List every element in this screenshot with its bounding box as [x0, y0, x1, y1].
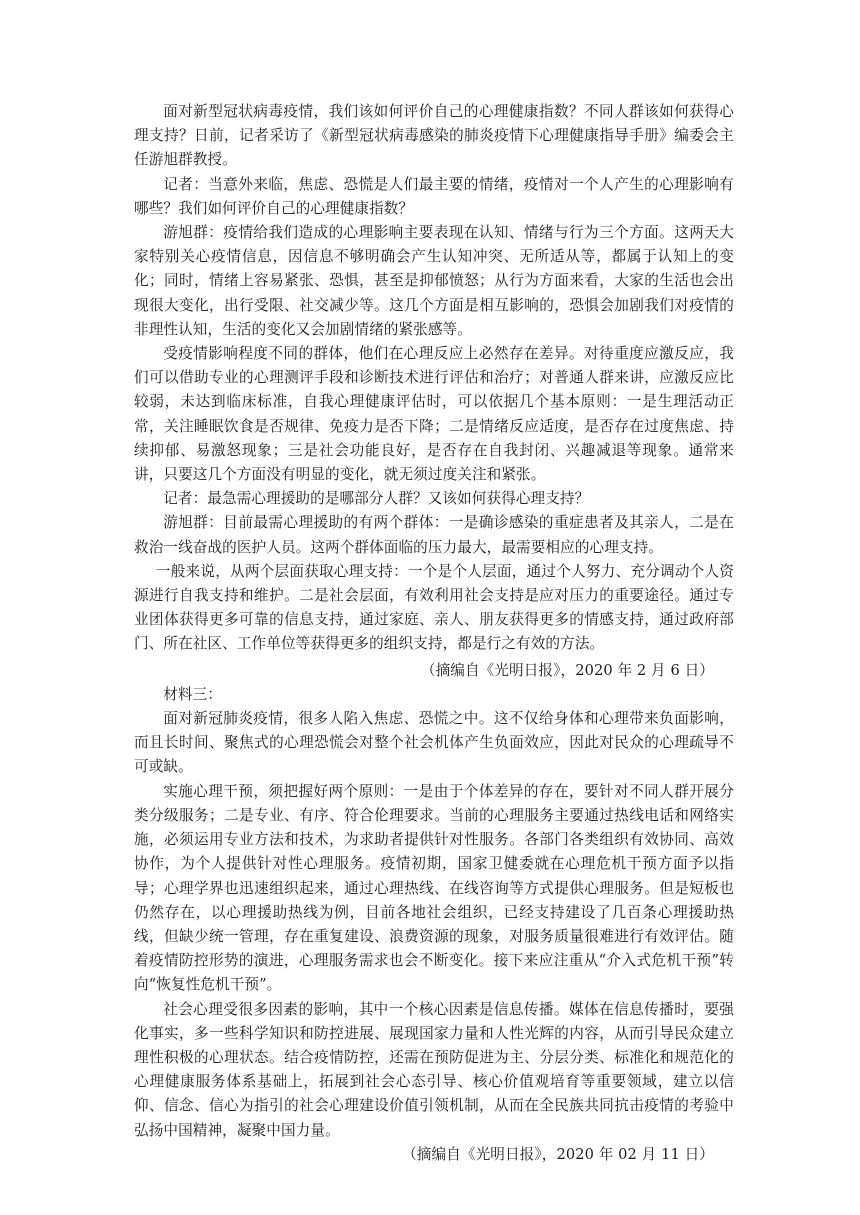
material-three-paragraph-1: 面对新冠肺炎疫情，很多人陷入焦虑、恐慌之中。这不仅给身体和心理带来负面影响，而且长时间、聚焦式的心理恐慌会对整个社会机体产生负面效应，因此对民众的心理疏导不可或缺。: [134, 710, 734, 776]
intro-paragraph: 面对新型冠状病毒疫情，我们该如何评价自己的心理健康指数？不同人群该如何获得心理支持？日前，记者采访了《新型冠状病毒感染的肺炎疫情下心理健康指导手册》编委会主任游旭群教授。: [134, 103, 734, 169]
material-three-paragraph-2: 实施心理干预，须把握好两个原则：一是由于个体差异的存在，要针对不同人群开展分类分级服务；二是专业、有序、符合伦理要求。当前的心理服务主要通过热线电话和网络实施，必须运用专业方法和技术，为求助者提供针对性服务。各部门各类组织有效协同、高效协作，为个人提供针对性心理服务。疫情初期，国家卫健委就在心理危机干预方面予以指导；心理学界也迅速组织起来，通过心理热线、在线咨询等方式提供心理服务。但是短板也仍然存在，以心理援助热线为例，目前各地社会组织，已经支持建设了几百条心理援助热线，但缺少统一管理，存在重复建设、浪费资源的现象，对服务质量很难进行有效评估。随着疫情防控形势的演进，心理服务需求也会不断变化。接下来应注重从“介入式危机干预”转向“恢复性危机干预”。: [134, 782, 734, 994]
expert-answer-1: 游旭群：疫情给我们造成的心理影响主要表现在认知、情绪与行为三个方面。这两天大家特别关心疫情信息，因信息不够明确会产生认知冲突、无所适从等，都属于认知上的变化；同时，情绪上容易紧张、恐惧，甚至是抑郁愤怒；从行为方面来看，大家的生活也会出现很大变化，出行受限、社交减少等。这几个方面是相互影响的，恐惧会加剧我们对疫情的非理性认知，生活的变化又会加剧情绪的紧张感等。: [134, 224, 734, 338]
material-three-paragraph-3: 社会心理受很多因素的影响，其中一个核心因素是信息传播。媒体在信息传播时，要强化事实，多一些科学知识和防控进展、展现国家力量和人性光辉的内容，从而引导民众建立理性积极的心理状态。结合疫情防控，还需在预防促进为主、分层分类、标准化和规范化的心理健康服务体系基础上，拓展到社会心态引导、核心价值观培育等重要领域，建立以信仰、信念、信心为指引的社会心理建设价值引领机制，从而在全民族共同抗击疫情的考验中弘扬中国精神，凝聚中国力量。: [134, 1000, 734, 1139]
article-body: [134, 100, 734, 1167]
reporter-question-2: 记者：最急需心理援助的是哪部分人群？又该如何获得心理支持？: [163, 490, 590, 508]
source-citation-1: （摘编自《光明日报》，2020 年 2 月 6 日）: [420, 661, 714, 679]
expert-answer-2-continued: 一般来说，从两个层面获取心理支持：一个是个人层面，通过个人努力、充分调动个人资源进行自我支持和维护。二是社会层面，有效利用社会支持是应对压力的重要途径。通过专业团体获得更多可靠的信息支持，通过家庭、亲人、朋友获得更多的情感支持，通过政府部门、所在社区、工作单位等获得更多的组织支持，都是行之有效的方法。: [134, 562, 734, 653]
expert-answer-2: 游旭群：目前最需心理援助的有两个群体：一是确诊感染的重症患者及其亲人，二是在救治一线奋战的医护人员。这两个群体面临的压力最大，最需要相应的心理支持。: [134, 514, 734, 556]
material-three-label: 材料三：: [163, 685, 222, 703]
source-citation-2: （摘编自《光明日报》，2020 年 02 月 11 日）: [402, 1145, 714, 1163]
reporter-question-1: 记者：当意外来临，焦虑、恐慌是人们最主要的情绪，疫情对一个人产生的心理影响有哪些？我们如何评价自己的心理健康指数？: [134, 175, 734, 217]
expert-answer-1-continued: 受疫情影响程度不同的群体，他们在心理反应上必然存在差异。对待重度应激反应，我们可以借助专业的心理测评手段和诊断技术进行评估和治疗；对普通人群来讲，应激反应比较弱，未达到临床标准，自我心理健康评估时，可以依据几个基本原则：一是生理活动正常，关注睡眠饮食是否规律、免疫力是否下降；二是情绪反应适度，是否存在过度焦虑、持续抑郁、易激怒现象；三是社会功能良好，是否存在自我封闭、兴趣减退等现象。通常来讲，只要这几个方面没有明显的变化，就无须过度关注和紧张。: [134, 345, 734, 484]
material-three-section: [134, 683, 734, 1167]
